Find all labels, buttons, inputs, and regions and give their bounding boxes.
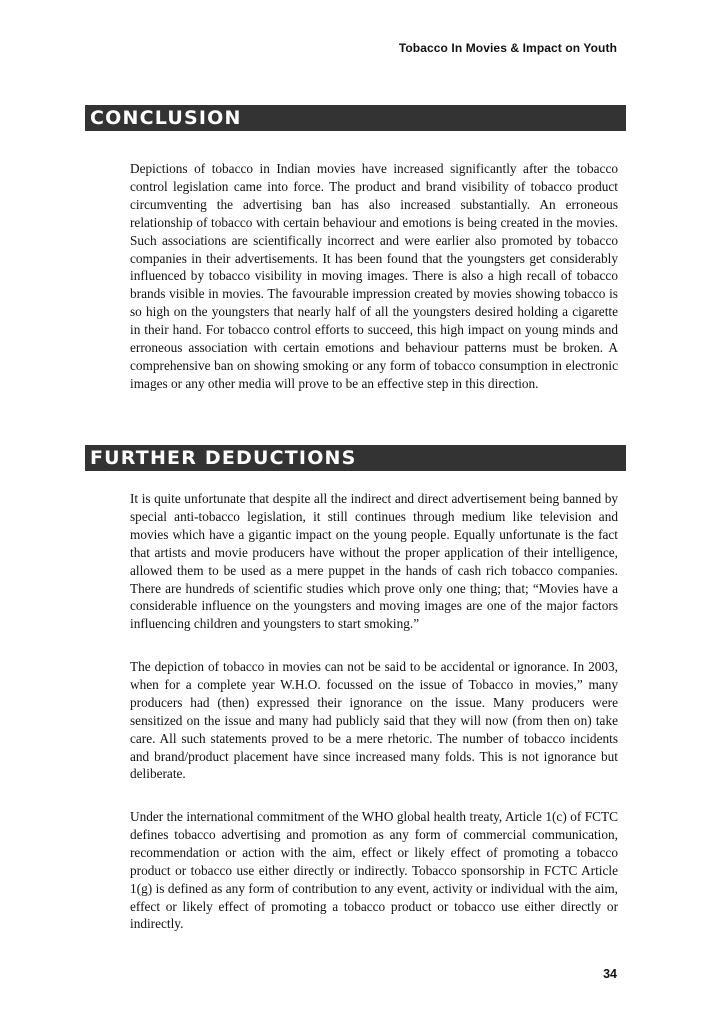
further-deductions-paragraph: The depiction of tobacco in movies can not be said to be accidental or ignorance. In 2003, when for a complete year W.H.O. focussed on the issue of Tobacco in movies,” many producers had (then) expressed their ignorance on the issue. Many producers were sensitized on the issue and many had publicly said that they will now (from then on) take care. All such statements proved to be a mere rhetoric. The number of tobacco incidents and brand/product placement have since increased many folds. This is not ignorance but deliberate. [130,659,618,782]
section-heading-further-deductions [85,445,626,471]
page-number: 34 [603,967,617,981]
running-header: Tobacco In Movies & Impact on Youth [398,41,617,55]
further-deductions-paragraph: Under the international commitment of the WHO global health treaty, Article 1(c) of FCTC defines tobacco advertising and promotion as any form of commercial communication, recommendation or action with the aim, effect or likely effect of promoting a tobacco product or tobacco use either directly or indirectly. Tobacco sponsorship in FCTC Article 1(g) is defined as any form of contribution to any event, activity or individual with the aim, effect or likely effect of promoting a tobacco product or tobacco use either directly or indirectly. [130,809,618,932]
section-title: FURTHER DEDUCTIONS [90,447,357,469]
further-deductions-paragraph: It is quite unfortunate that despite all the indirect and direct advertisement being banned by special anti-tobacco legislation, it still continues through medium like television and movies which have a gigantic impact on the young people. Equally unfortunate is the fact that artists and movie producers have without the proper application of their intelligence, allowed them to be used as a mere puppet in the hands of cash rich tobacco companies. There are hundreds of scientific studies which prove only one thing; that; “Movies have a considerable influence on the youngsters and moving images are one of the major factors influencing children and youngsters to start smoking.” [130,491,618,632]
section-heading-conclusion [85,105,626,131]
conclusion-paragraph: Depictions of tobacco in Indian movies have increased significantly after the tobacco control legislation came into force. The product and brand visibility of tobacco product circumventing the advertising ban has also increased substantially. An erroneous relationship of tobacco with certain behaviour and emotions is being created in the movies. Such associations are scientifically incorrect and were earlier also promoted by tobacco companies in their advertisements. It has been found that the youngsters get considerably influenced by tobacco visibility in moving images. There is also a high recall of tobacco brands visible in movies. The favourable impression created by movies showing tobacco is so high on the youngsters that nearly half of all the youngsters desired holding a cigarette in their hand. For tobacco control efforts to succeed, this high impact on young minds and erroneous association with certain emotions and behaviour patterns must be broken. A comprehensive ban on showing smoking or any form of tobacco consumption in electronic images or any other media will prove to be an effective step in this direction. [130,161,618,391]
section-title: CONCLUSION [90,107,242,129]
